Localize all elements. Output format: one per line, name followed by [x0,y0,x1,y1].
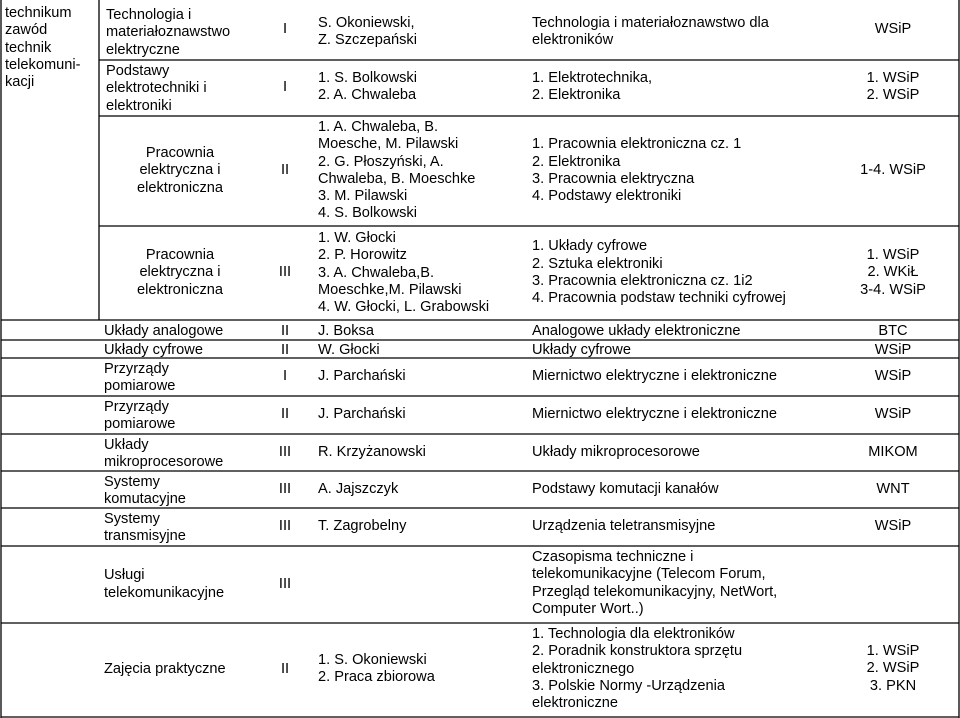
authors-cell: S. Okoniewski, Z. Szczepański [318,15,417,49]
publisher-cell: BTC [878,323,908,339]
publisher-cell: WSiP [874,342,912,357]
authors-value: A. Jajszczyk [318,480,399,497]
publisher-cell [830,547,956,622]
class-cell [260,435,310,470]
publisher-value: WSiP [874,518,912,535]
publisher-cell [830,359,956,395]
class-cell [260,228,310,318]
publisher-cell [830,118,956,224]
subject-cell [100,118,260,224]
class-value: I [282,368,288,385]
publisher-value: 1. WSiP 2. WKiŁ 3-4. WSiP [860,247,926,298]
authors-cell: 1. A. Chwaleba, B. Moesche, M. Pilawski 2. G. Płoszyński, A. Chwaleba, B. Moeschke 3. M. Pilawski 4. S. Bolkowski [318,119,476,222]
subject-cell: Układy mikroprocesorowe [104,437,224,470]
subject-value: Usługi telekomunikacyjne [104,567,225,601]
subject-cell: Przyrządy pomiarowe [104,399,176,433]
title-cell: Technologia i materiałoznawstwo dla elektroników [532,15,769,49]
publisher-cell: 1. WSiP 2. WSiP [866,70,920,104]
title-cell: Układy cyfrowe [532,342,631,357]
class-cell [260,118,310,224]
title-cell [532,359,822,395]
publisher-cell [830,397,956,433]
class-cell [260,624,310,716]
subject-cell [104,624,264,716]
class-value: II [280,162,290,179]
subject-cell [104,547,264,622]
publisher-value: WSiP [874,406,912,423]
subject-cell: Układy analogowe [104,323,224,339]
class-value: I [282,21,288,38]
title-value: Miernictwo elektryczne i elektroniczne [532,368,777,385]
subject-value: Zajęcia praktyczne [104,661,226,678]
class-cell [260,2,310,58]
class-cell: II [280,323,290,339]
class-cell [260,472,310,507]
class-cell: II [280,342,290,357]
authors-cell [318,547,518,622]
title-cell [532,118,822,224]
authors-cell: 1. S. Okoniewski 2. Praca zbiorowa [318,652,435,686]
title-cell: Czasopisma techniczne i telekomunikacyjne (Telecom Forum, Przegląd telekomunikacyjny, NetWort, Computer Wort..) [532,549,778,617]
subject-cell: Podstawy elektrotechniki i elektroniki [106,63,207,114]
subject-cell [100,228,260,318]
publisher-value: MIKOM [868,443,918,460]
class-value: II [280,406,290,423]
authors-cell [318,359,518,395]
title-value: 1. Pracownia elektroniczna cz. 1 2. Elektronika 3. Pracownia elektryczna 4. Podstawy elektroniki [532,136,742,205]
publisher-value: WNT [876,480,910,497]
class-cell [260,397,310,433]
class-value: II [280,661,290,678]
publisher-value: WSiP [874,368,912,385]
subject-value: Pracownia elektryczna i elektroniczna [137,247,223,298]
title-value: Urządzenia teletransmisyjne [532,518,716,535]
authors-value: T. Zagrobelny [318,518,407,535]
subject-cell: Systemy komutacyjne [104,474,186,507]
class-value: I [282,79,288,96]
authors-cell: 1. S. Bolkowski 2. A. Chwaleba [318,70,417,104]
subject-cell: Układy cyfrowe [104,342,203,357]
class-value: III [278,443,292,460]
authors-cell: W. Głocki [318,342,380,357]
title-cell [532,397,822,433]
title-cell [532,472,822,507]
column-label-technikum: technikum zawód technik telekomuni- kacji [5,5,81,91]
title-value: Miernictwo elektryczne i elektroniczne [532,406,777,423]
title-cell [532,509,822,545]
title-cell [532,435,822,470]
class-value: III [278,264,292,281]
title-cell: Analogowe układy elektroniczne [532,323,741,339]
publisher-cell: 1. WSiP 2. WSiP 3. PKN [866,643,920,694]
publisher-cell [830,435,956,470]
authors-value: J. Parchański [318,406,406,423]
title-value: Podstawy komutacji kanałów [532,480,719,497]
title-value: Układy mikroprocesorowe [532,443,700,460]
class-cell [260,359,310,395]
publisher-value: WSiP [874,21,912,38]
publisher-cell [830,228,956,318]
authors-cell: J. Boksa [318,323,374,339]
subject-cell: Technologia i materiałoznawstwo elektryczne [106,7,231,58]
publisher-cell [830,509,956,545]
subject-cell: Systemy transmisyjne [104,511,186,545]
authors-cell [318,472,518,507]
title-value: 1. Układy cyfrowe 2. Sztuka elektroniki 3. Pracownia elektroniczna cz. 1i2 4. Pracownia podstaw techniki cyfrowej [532,238,786,307]
authors-value: R. Krzyżanowski [318,443,426,460]
publisher-value: 1-4. WSiP [860,162,926,179]
authors-value: J. Parchański [318,368,406,385]
class-cell [260,62,310,114]
title-cell [532,228,822,318]
class-value: III [278,480,292,497]
class-cell [260,509,310,545]
title-cell: 1. Technologia dla elektroników 2. Poradnik konstruktora sprzętu elektronicznego 3. Polskie Normy -Urządzenia elektroniczne [532,626,743,712]
title-cell: 1. Elektrotechnika, 2. Elektronika [532,70,653,104]
subject-value: Pracownia elektryczna i elektroniczna [137,145,223,196]
authors-cell: 1. W. Głocki 2. P. Horowitz 3. A. Chwaleba,B. Moeschke,M. Pilawski 4. W. Głocki, L. Grabowski [318,230,490,316]
class-value: III [278,575,292,592]
authors-cell [318,509,518,545]
subject-cell: Przyrządy pomiarowe [104,361,176,395]
authors-cell [318,397,518,433]
publisher-cell [830,472,956,507]
publisher-cell [830,2,956,58]
authors-cell [318,435,518,470]
class-value: III [278,518,292,535]
class-cell [260,547,310,622]
